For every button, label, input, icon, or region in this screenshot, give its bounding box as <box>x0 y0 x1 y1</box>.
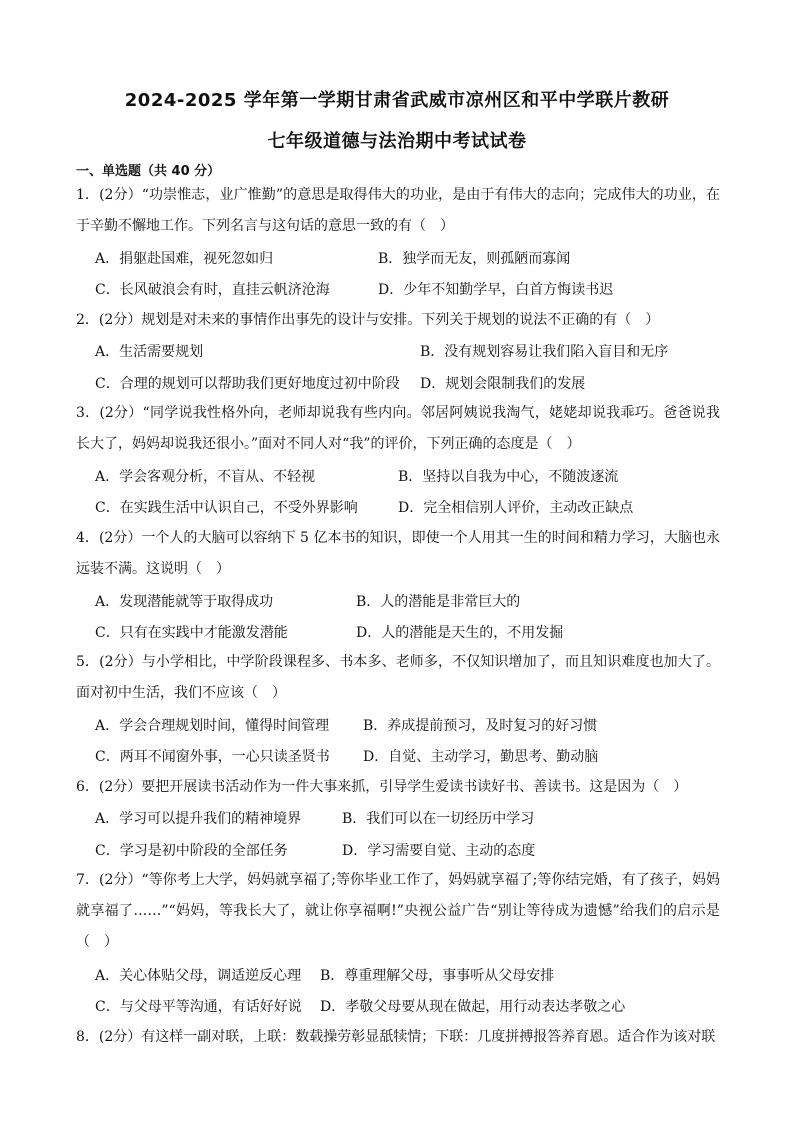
exam-title-line1: 2024-2025 学年第一学期甘肃省武威市凉州区和平中学联片教研 <box>124 90 670 111</box>
question-6-option-d: D．学习需要自觉、主动的态度 <box>342 843 536 859</box>
question-7-option-b: B．尊重理解父母，事事听从父母安排 <box>320 968 555 984</box>
question-7-option-c: C．与父母平等沟通，有话好好说 <box>95 999 302 1015</box>
question-5-option-d: D．自觉、主动学习，勤思考、勤动脑 <box>363 749 599 765</box>
question-4-option-b: B．人的潜能是非常巨大的 <box>356 594 521 610</box>
question-4-option-a: A．发现潜能就等于取得成功 <box>95 594 274 610</box>
question-5-option-b: B．养成提前预习，及时复习的好习惯 <box>363 718 598 734</box>
question-7-option-d: D．孝敬父母要从现在做起，用行动表达孝敬之心 <box>320 999 626 1015</box>
question-1-option-a: A．捐躯赴国难，视死忽如归 <box>95 251 274 267</box>
question-1-option-b: B．独学而无友，则孤陋而寡闻 <box>378 251 571 267</box>
question-2-option-c: C．合理的规划可以帮助我们更好地度过初中阶段 <box>95 376 400 392</box>
question-3-option-c: C．在实践生活中认识自己，不受外界影响 <box>95 500 358 516</box>
question-1-option-d: D．少年不知勤学早，白首方悔读书迟 <box>378 282 614 298</box>
question-5-option-a: A．学会合理规划时间，懂得时间管理 <box>95 718 330 734</box>
question-4-stem: 4．(2分）一个人的大脑可以容纳下 5 亿本书的知识，即使一个人用其一生的时间和精力学习，大脑也永远装不满。这说明（ ） <box>76 530 720 577</box>
question-6-stem: 6．(2分）要把开展读书活动作为一件大事来抓，引导学生爱读书读好书、善读书。这是因为（ ） <box>76 779 688 795</box>
question-1-stem: 1．(2分）“功崇惟志，业广惟勤”的意思是取得伟大的功业，是由于有伟大的志向；完成伟大的功业，在于辛勤不懈地工作。下列名言与这句话的意思一致的有（ ） <box>76 187 720 234</box>
exam-title-line2: 七年级道德与法治期中考试试卷 <box>267 131 527 152</box>
question-4-option-d: D．人的潜能是天生的，不用发掘 <box>356 625 564 641</box>
question-5-stem: 5．(2分）与小学相比，中学阶段课程多、书本多、老师多，不仅知识增加了，而且知识难度也加大了。面对初中生活，我们不应该（ ） <box>76 654 720 701</box>
question-7-stem: 7．(2分）“等你考上大学，妈妈就享福了;等你毕业工作了，妈妈就享福了;等你结完婚，有了孩子，妈妈就享福了……”“妈妈，等我长大了，就让你享福啊!”央视公益广告“别让等待成为遗憾”给我们的启示是（ ） <box>76 872 720 950</box>
question-6-option-b: B．我们可以在一切经历中学习 <box>342 811 535 827</box>
question-5-option-c: C．两耳不闻窗外事，一心只读圣贤书 <box>95 749 330 765</box>
question-4-option-c: C．只有在实践中才能激发潜能 <box>95 625 288 641</box>
question-3-option-a: A．学会客观分析，不盲从、不轻视 <box>95 469 316 485</box>
question-6-option-a: A．学习可以提升我们的精神境界 <box>95 811 302 827</box>
question-3-stem: 3．(2分）“同学说我性格外向，老师却说我有些内向。邻居阿姨说我淘气，姥姥却说我乖巧。爸爸说我长大了，妈妈却说我还很小。”面对不同人对“我”的评价，下列正确的态度是（ ） <box>76 405 720 452</box>
question-2-option-b: B．没有规划容易让我们陷入盲目和无序 <box>420 344 669 360</box>
question-2-stem: 2．(2分）规划是对未来的事情作出事先的设计与安排。下列关于规划的说法不正确的有（ ） <box>76 312 660 328</box>
question-8-stem: 8．(2分）有这样一副对联，上联：数载操劳彰显舐犊情；下联：几度拼搏报答养育恩。适合作为该对联 <box>76 1029 716 1045</box>
question-1-option-c: C．长风破浪会有时，直挂云帆济沧海 <box>95 282 330 298</box>
question-7-option-a: A．关心体贴父母，调适逆反心理 <box>95 968 302 984</box>
question-6-option-c: C．学习是初中阶段的全部任务 <box>95 843 288 859</box>
question-2-option-a: A．生活需要规划 <box>95 344 204 360</box>
section-heading: 一、单选题（共 40 分） <box>76 164 221 179</box>
question-2-option-d: D．规划会限制我们的发展 <box>420 376 586 392</box>
question-3-option-b: B．坚持以自我为中心，不随波逐流 <box>398 469 619 485</box>
question-3-option-d: D．完全相信别人评价，主动改正缺点 <box>398 500 634 516</box>
